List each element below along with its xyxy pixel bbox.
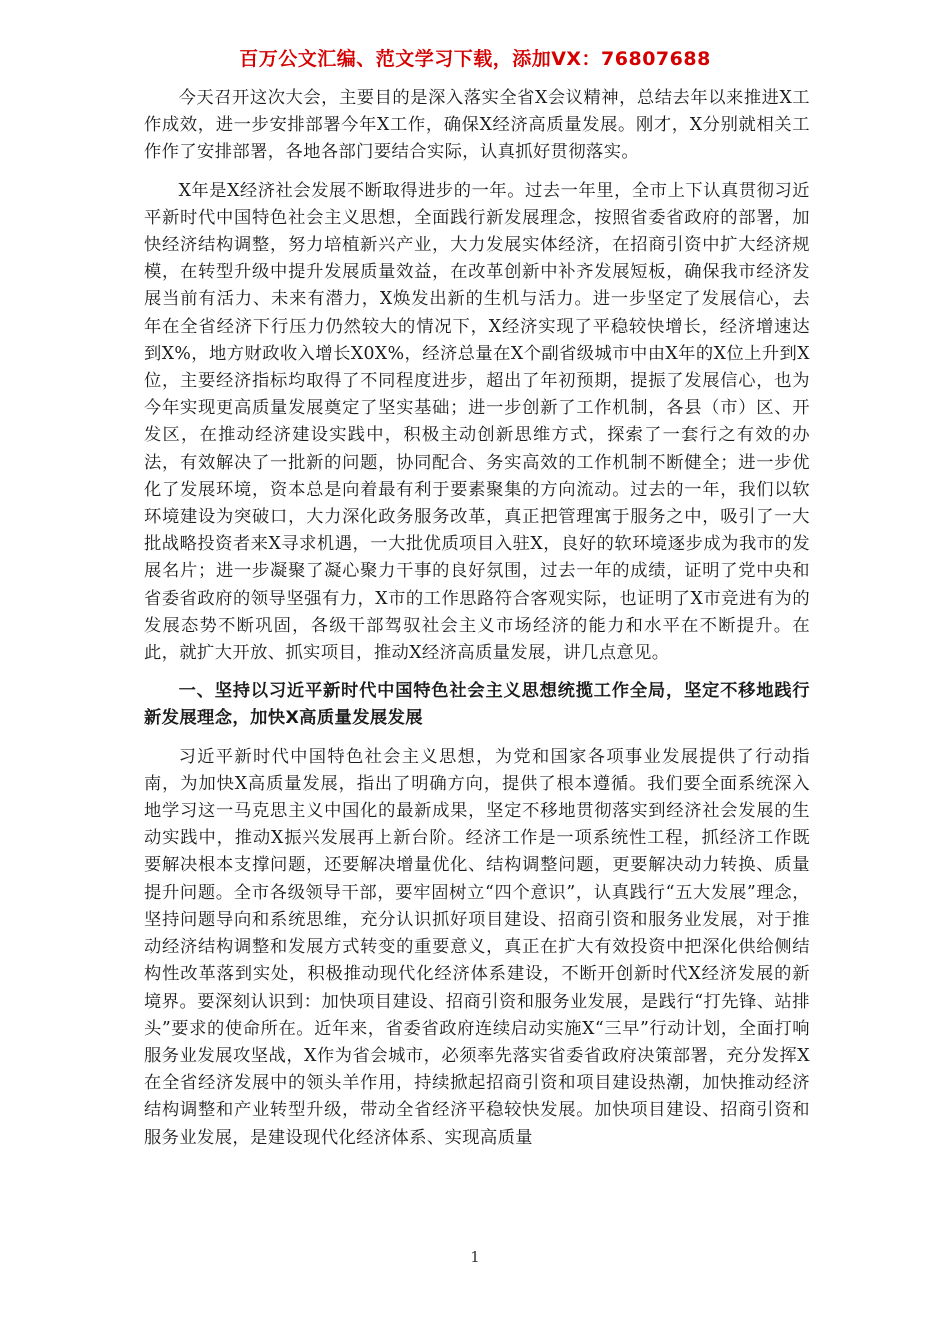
intro-paragraph: 今天召开这次大会，主要目的是深入落实全省X会议精神，总结去年以来推进X工作成效，进一步安排部署今年X工作，确保X经济高质量发展。刚才，X分别就相关工作作了安排部署，各地各部门要结合实际，认真抓好贯彻落实。: [144, 88, 810, 163]
section-heading: 一、坚持以习近平新时代中国特色社会主义思想统揽工作全局，坚定不移地践行新发展理念，加快X高质量发展发展: [144, 681, 810, 729]
watermark-header: 百万公文汇编、范文学习下载，添加VX：76807688: [239, 48, 711, 70]
page-number: 1: [470, 1248, 480, 1266]
review-paragraph: X年是X经济社会发展不断取得进步的一年。过去一年里，全市上下认真贯彻习近平新时代中国特色社会主义思想，全面践行新发展理念，按照省委省政府的部署，加快经济结构调整，努力培植新兴产业，大力发展实体经济，在招商引资中扩大经济规模，在转型升级中提升发展质量效益，在改革创新中补齐发展短板，确保我市经济发展当前有活力、未来有潜力，X焕发出新的生机与活力。进一步坚定了发展信心，去年在全省经济下行压力仍然较大的情况下，X经济实现了平稳较快增长，经济增速达到X%，地方财政收入增长X0X%，经济总量在X个副省级城市中由X年的X位上升到X位，主要经济指标均取得了不同程度进步，超出了年初预期，提振了发展信心，也为今年实现更高质量发展奠定了坚实基础；进一步创新了工作机制，各县（市）区、开发区，在推动经济建设实践中，积极主动创新思维方式，探索了一套行之有效的办法，有效解决了一批新的问题，协同配合、务实高效的工作机制不断健全；进一步优化了发展环境，资本总是向着最有利于要素聚集的方向流动。过去的一年，我们以软环境建设为突破口，大力深化政务服务改革，真正把管理寓于服务之中，吸引了一大批战略投资者来X寻求机遇，一大批优质项目入驻X，良好的软环境逐步成为我市的发展名片；进一步凝聚了凝心聚力干事的良好氛围，过去一年的成绩，证明了党中央和省委省政府的领导坚强有力，X市的工作思路符合客观实际，也证明了X市竞进有为的发展态势不断巩固，各级干部驾驭社会主义市场经济的能力和水平在不断提升。在此，就扩大开放、抓实项目，推动X经济高质量发展，讲几点意见。: [144, 180, 810, 664]
section-paragraph: 习近平新时代中国特色社会主义思想，为党和国家各项事业发展提供了行动指南，为加快X高质量发展，指出了明确方向，提供了根本遵循。我们要全面系统深入地学习这一马克思主义中国化的最新成果，坚定不移地贯彻落实到经济社会发展的生动实践中，推动X振兴发展再上新台阶。经济工作是一项系统性工程，抓经济工作既要解决根本支撑问题，还要解决增量优化、结构调整问题，更要解决动力转换、质量提升问题。全市各级领导干部，要牢固树立“四个意识”，认真践行“五大发展”理念，坚持问题导向和系统思维，充分认识抓好项目建设、招商引资和服务业发展，对于推动经济结构调整和发展方式转变的重要意义，真正在扩大有效投资中把深化供给侧结构性改革落到实处，积极推动现代化经济体系建设，不断开创新时代X经济发展的新境界。要深刻认识到：加快项目建设、招商引资和服务业发展，是践行“打先锋、站排头”要求的使命所在。近年来，省委省政府连续启动实施X“三早”行动计划，全面打响服务业发展攻坚战，X作为省会城市，必须率先落实省委省政府决策部署，充分发挥X在全省经济发展中的领头羊作用，持续掀起招商引资和项目建设热潮，加快推动经济结构调整和产业转型升级，带动全省经济平稳较快发展。加快项目建设、招商引资和服务业发展，是建设现代化经济体系、实现高质量: [144, 746, 810, 1148]
document-body: [144, 85, 810, 1152]
